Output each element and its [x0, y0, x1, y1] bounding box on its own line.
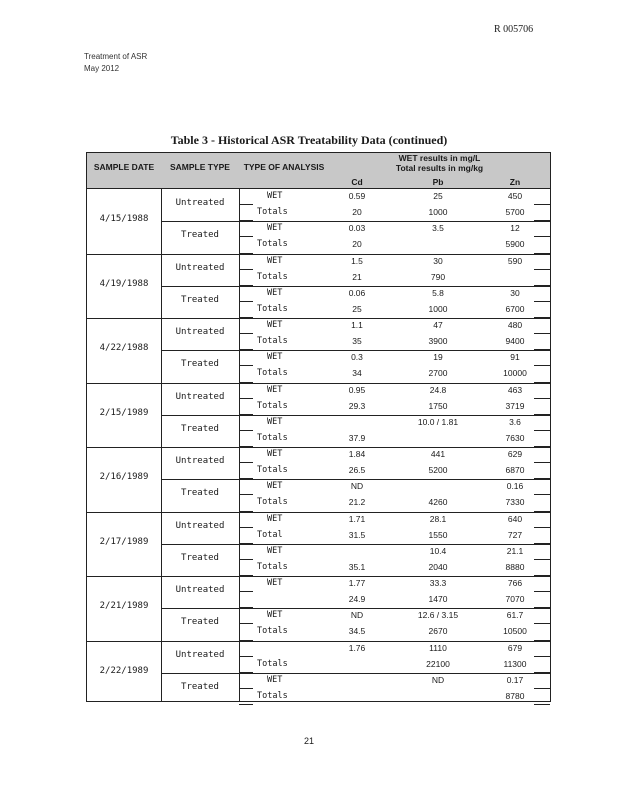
cd-value-cell: 1.76 [348, 642, 366, 653]
zn-value-cell: 480 [507, 320, 523, 330]
header-cd: Cd [351, 177, 363, 187]
group-divider [87, 447, 550, 448]
row-tick-right [534, 236, 550, 237]
cd-value-cell: 34 [352, 368, 362, 379]
treatment-divider [161, 221, 550, 222]
zn-value-cell: 679 [507, 642, 523, 653]
sample-date-cell: 2/15/1989 [99, 407, 149, 418]
analysis-type-cell: WET [267, 191, 283, 201]
analysis-type-cell: WET [267, 255, 283, 266]
row-tick-left [239, 333, 253, 334]
zn-value-cell: 629 [507, 449, 523, 459]
sample-date-cell: 4/15/1988 [99, 214, 149, 225]
row-tick-right [534, 704, 550, 705]
pb-value-cell: 441 [430, 449, 446, 459]
cd-value-cell: 0.03 [348, 223, 366, 234]
analysis-type-cell: WET [267, 481, 283, 492]
pb-value-cell: 24.8 [429, 384, 447, 395]
pb-value-cell: 30 [433, 255, 443, 266]
row-tick-left [239, 462, 253, 463]
header-line-1: Treatment of ASR [84, 52, 148, 61]
sample-type-cell: Treated [181, 230, 219, 241]
analysis-type-cell: Totals [257, 497, 288, 508]
sample-date-cell: 2/16/1989 [99, 472, 149, 483]
sample-type-cell: Untreated [175, 391, 225, 402]
zn-value-cell: 463 [507, 384, 523, 395]
row-tick-left [239, 204, 253, 205]
pb-value-cell: 2040 [428, 561, 448, 572]
document-id: R 005706 [494, 24, 534, 35]
cd-value-cell: 0.3 [351, 352, 363, 363]
pb-value-cell: 2670 [428, 626, 448, 637]
sample-type-cell: Untreated [175, 649, 225, 660]
sample-type-cell: Untreated [175, 585, 225, 596]
treatment-divider [161, 286, 550, 287]
row-tick-right [534, 301, 550, 302]
analysis-type-cell: WET [267, 320, 283, 330]
analysis-type-cell: WET [267, 545, 283, 556]
row-tick-right [534, 591, 550, 592]
cd-value-cell: 20 [352, 239, 362, 250]
analysis-type-cell: Totals [257, 690, 288, 701]
pb-value-cell: 22100 [426, 658, 450, 669]
table-title: Table 3 - Historical ASR Treatability Data (continued) [170, 133, 448, 147]
row-tick-right [534, 333, 550, 334]
cd-value-cell: 0.59 [348, 191, 366, 201]
pb-value-cell: 3.5 [432, 223, 444, 234]
zn-value-cell: 0.17 [506, 674, 524, 685]
sample-type-cell: Untreated [175, 198, 225, 209]
group-divider [87, 641, 550, 642]
sample-date-cell: 4/22/1988 [99, 343, 149, 354]
pb-value-cell: 5.8 [432, 287, 444, 298]
cd-value-cell: 34.5 [348, 626, 366, 637]
sample-type-cell: Untreated [175, 327, 225, 338]
pb-value-cell: 1550 [428, 529, 448, 540]
zn-value-cell: 450 [507, 191, 523, 201]
pb-value-cell: 790 [430, 271, 446, 282]
zn-value-cell: 10500 [503, 626, 527, 637]
sample-date-cell: 4/19/1988 [99, 278, 149, 289]
analysis-type-cell: Totals [257, 465, 288, 476]
cd-value-cell: 1.84 [348, 449, 366, 459]
cd-value-cell: 1.5 [351, 255, 363, 266]
sample-type-cell: Untreated [175, 262, 225, 273]
cd-value-cell: 37.9 [348, 432, 366, 443]
pb-value-cell: 10.4 [429, 545, 447, 556]
analysis-type-cell: WET [267, 223, 283, 234]
header-line-2: May 2012 [84, 64, 120, 73]
group-divider [87, 576, 550, 577]
cd-value-cell: 0.95 [348, 384, 366, 395]
row-tick-right [534, 494, 550, 495]
group-divider [87, 512, 550, 513]
row-tick-left [239, 559, 253, 560]
analysis-type-cell: Totals [257, 239, 288, 250]
treatment-divider [161, 479, 550, 480]
analysis-type-cell: Total [257, 529, 283, 540]
header-sample-date: SAMPLE DATE [93, 162, 155, 172]
zn-value-cell: 61.7 [506, 610, 524, 621]
sample-type-cell: Treated [181, 359, 219, 370]
header-zn: Zn [509, 177, 521, 187]
zn-value-cell: 7330 [505, 497, 525, 508]
row-tick-right [534, 430, 550, 431]
zn-value-cell: 8880 [505, 561, 525, 572]
cd-value-cell: 26.5 [348, 465, 366, 476]
treatment-divider [161, 350, 550, 351]
row-tick-left [239, 430, 253, 431]
row-tick-left [239, 527, 253, 528]
group-divider [87, 254, 550, 255]
row-tick-right [534, 688, 550, 689]
analysis-type-cell: WET [267, 610, 283, 621]
analysis-type-cell: Totals [257, 400, 288, 411]
header-sample-type: SAMPLE TYPE [170, 162, 230, 172]
row-tick-right [534, 656, 550, 657]
row-tick-right [534, 204, 550, 205]
zn-value-cell: 5900 [505, 239, 525, 250]
zn-value-cell: 5700 [505, 207, 525, 218]
analysis-type-cell: WET [267, 449, 283, 459]
cd-value-cell: 1.71 [348, 513, 366, 524]
treatment-divider [161, 608, 550, 609]
pb-value-cell: 19 [433, 352, 443, 363]
zn-value-cell: 7630 [505, 432, 525, 443]
row-tick-left [239, 301, 253, 302]
analysis-type-cell: WET [267, 416, 283, 427]
row-tick-left [239, 269, 253, 270]
treatment-divider [161, 415, 550, 416]
sample-type-cell: Treated [181, 552, 219, 563]
sample-type-cell: Treated [181, 423, 219, 434]
zn-value-cell: 11300 [503, 658, 527, 669]
cd-value-cell: 1.77 [348, 578, 366, 588]
cd-value-cell: 1.1 [351, 320, 363, 330]
pb-value-cell: 1750 [428, 400, 448, 411]
pb-value-cell: 12.6 / 3.15 [417, 610, 459, 621]
treatment-divider [161, 544, 550, 545]
analysis-type-cell: Totals [257, 303, 288, 314]
header-type-of-analysis: TYPE OF ANALYSIS [243, 162, 325, 172]
analysis-type-cell: Totals [257, 207, 288, 218]
cd-value-cell: 29.3 [348, 400, 366, 411]
analysis-type-cell: Totals [257, 561, 288, 572]
row-tick-left [239, 704, 253, 705]
pb-value-cell: 1110 [429, 642, 447, 653]
pb-value-cell: 1000 [428, 207, 448, 218]
zn-value-cell: 3719 [505, 400, 525, 411]
zn-value-cell: 91 [510, 352, 520, 363]
analysis-type-cell: Totals [257, 271, 288, 282]
pb-value-cell: 10.0 / 1.81 [417, 416, 459, 427]
pb-value-cell: 2700 [428, 368, 448, 379]
row-tick-right [534, 527, 550, 528]
zn-value-cell: 640 [507, 513, 523, 524]
page-number: 21 [303, 736, 314, 746]
sample-type-cell: Treated [181, 681, 219, 692]
cd-value-cell: ND [350, 481, 364, 492]
cd-value-cell: 25 [352, 303, 362, 314]
pb-value-cell: 47 [433, 320, 443, 330]
group-divider [87, 318, 550, 319]
row-tick-left [239, 591, 253, 592]
sample-type-cell: Untreated [175, 520, 225, 531]
pb-value-cell: 5200 [428, 465, 448, 476]
pb-value-cell: ND [431, 674, 445, 685]
pb-value-cell: 33.3 [429, 578, 447, 588]
row-tick-left [239, 236, 253, 237]
header-wet-results: WET results in mg/L [398, 153, 481, 163]
sample-date-cell: 2/22/1989 [99, 665, 149, 676]
pb-value-cell: 28.1 [429, 513, 447, 524]
analysis-type-cell: Totals [257, 368, 288, 379]
cd-value-cell: 35.1 [348, 561, 366, 572]
sample-type-cell: Untreated [175, 456, 225, 467]
row-tick-left [239, 688, 253, 689]
zn-value-cell: 3.6 [509, 416, 521, 427]
pb-value-cell: 3900 [428, 336, 448, 347]
sample-type-cell: Treated [181, 617, 219, 628]
row-tick-right [534, 398, 550, 399]
sample-date-cell: 2/21/1989 [99, 601, 149, 612]
analysis-type-cell: WET [267, 352, 283, 363]
sample-type-cell: Treated [181, 294, 219, 305]
analysis-type-cell: WET [267, 513, 283, 524]
zn-value-cell: 0.16 [506, 481, 524, 492]
row-tick-right [534, 269, 550, 270]
analysis-type-cell: WET [267, 384, 283, 395]
cd-value-cell: 20 [352, 207, 362, 218]
row-tick-left [239, 494, 253, 495]
row-tick-left [239, 623, 253, 624]
zn-value-cell: 30 [510, 287, 520, 298]
zn-value-cell: 12 [510, 223, 520, 234]
analysis-type-cell: Totals [257, 658, 288, 669]
analysis-type-cell: WET [267, 287, 283, 298]
row-tick-right [534, 559, 550, 560]
header-total-results: Total results in mg/kg [395, 163, 484, 173]
zn-value-cell: 6700 [505, 303, 525, 314]
cd-value-cell: 21.2 [348, 497, 366, 508]
pb-value-cell: 25 [433, 191, 443, 201]
zn-value-cell: 7070 [505, 594, 525, 605]
zn-value-cell: 9400 [505, 336, 525, 347]
zn-value-cell: 6870 [505, 465, 525, 476]
header-pb: Pb [432, 177, 444, 187]
row-tick-left [239, 398, 253, 399]
cd-value-cell: 24.9 [348, 594, 366, 605]
sample-type-cell: Treated [181, 488, 219, 499]
sample-date-cell: 2/17/1989 [99, 536, 149, 547]
zn-value-cell: 8780 [505, 690, 525, 701]
analysis-type-cell: WET [267, 674, 283, 685]
treatment-divider [161, 673, 550, 674]
cd-value-cell: 21 [352, 271, 362, 282]
row-tick-right [534, 623, 550, 624]
zn-value-cell: 590 [507, 255, 523, 266]
group-divider [87, 383, 550, 384]
row-tick-left [239, 365, 253, 366]
cd-value-cell: 35 [352, 336, 362, 347]
row-tick-right [534, 365, 550, 366]
pb-value-cell: 1470 [428, 594, 448, 605]
analysis-type-cell: Totals [257, 432, 288, 443]
pb-value-cell: 4260 [428, 497, 448, 508]
row-tick-left [239, 656, 253, 657]
header-divider [87, 188, 550, 189]
zn-value-cell: 766 [507, 578, 523, 588]
cd-value-cell: 31.5 [348, 529, 366, 540]
cd-value-cell: ND [350, 610, 364, 621]
analysis-type-cell: WET [267, 578, 283, 588]
zn-value-cell: 21.1 [506, 545, 524, 556]
pb-value-cell: 1000 [428, 303, 448, 314]
row-tick-right [534, 462, 550, 463]
analysis-type-cell: Totals [257, 336, 288, 347]
treatability-table [86, 152, 551, 702]
zn-value-cell: 10000 [503, 368, 527, 379]
zn-value-cell: 727 [507, 529, 523, 540]
cd-value-cell: 0.06 [348, 287, 366, 298]
analysis-type-cell: Totals [257, 626, 288, 637]
